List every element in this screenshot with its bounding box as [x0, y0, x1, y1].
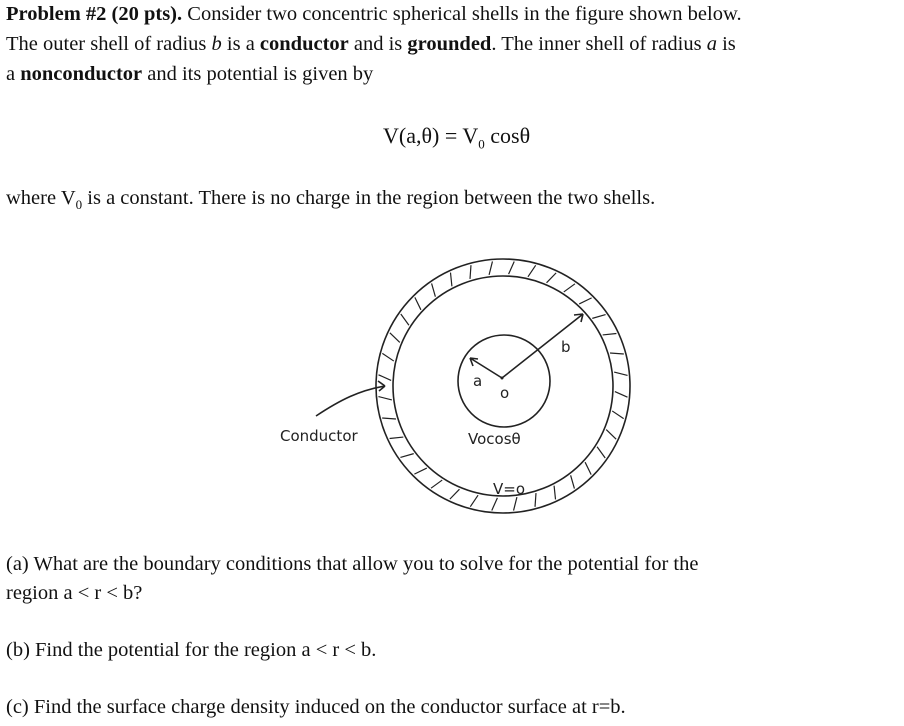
hatch-mark: [431, 480, 442, 488]
hatch-mark: [382, 353, 393, 361]
hatch-mark: [564, 284, 575, 292]
hatch-mark: [579, 298, 591, 304]
hatch-mark: [379, 375, 392, 381]
hatch-mark: [414, 468, 426, 474]
intro-line-3: a nonconductor and its potential is given by: [6, 63, 374, 85]
intro-line-1: Problem #2 (20 pts). Consider two concentric spherical shells in the figure shown below.: [6, 3, 742, 25]
hatch-mark: [470, 495, 478, 506]
radius-b-arrow: [502, 314, 583, 378]
hatch-mark: [509, 262, 515, 275]
question-c: (c) Find the surface charge density induced on the conductor surface at r=b.: [6, 696, 626, 718]
conductor-label: Conductor: [280, 427, 358, 445]
hatch-mark: [470, 265, 471, 279]
outer-potential-label: V=o: [493, 480, 526, 498]
inner-shell: [458, 335, 550, 427]
hatch-mark: [547, 273, 557, 283]
question-a-line-1: (a) What are the boundary conditions that allow you to solve for the potential for the: [6, 553, 699, 575]
hatch-mark: [450, 489, 460, 499]
where-line: where $V_0$ is a constant. There is no charge in the region between the two shells.: [6, 187, 656, 213]
intro-line-2: The outer shell of radius b is a conductor and is grounded. The inner shell of radius a is: [6, 33, 736, 55]
potential-equation: $V(a,\theta) = V_0$ cosθ: [383, 123, 531, 152]
hatch-mark: [528, 265, 536, 276]
hatch-mark: [378, 397, 391, 400]
question-a-line-2: region a < r < b?: [6, 582, 143, 604]
question-b: (b) Find the potential for the region a < r < b.: [6, 639, 377, 661]
hatch-mark: [597, 447, 605, 458]
hatch-mark: [382, 418, 396, 419]
hatch-mark: [603, 333, 617, 334]
problem-header: Problem #2 (20 pts).: [6, 3, 183, 25]
hatch-mark: [612, 411, 623, 419]
hatch-mark: [606, 430, 616, 440]
hatch-mark: [610, 353, 624, 354]
hatch-mark: [535, 493, 536, 507]
hatch-mark: [614, 372, 627, 375]
hatch-mark: [390, 333, 400, 343]
radius-b-label: b: [561, 338, 571, 356]
hatch-mark: [400, 454, 413, 458]
hatch-mark: [390, 437, 404, 438]
hatch-mark: [592, 315, 605, 319]
hatch-mark: [585, 462, 591, 474]
origin-label: o: [500, 384, 510, 402]
hatch-mark: [615, 392, 628, 398]
hatch-mark: [489, 261, 492, 274]
hatch-mark: [514, 497, 517, 510]
hatch-mark: [401, 314, 409, 325]
radius-a-label: a: [473, 372, 483, 390]
hatch-mark: [571, 475, 575, 488]
hatch-mark: [492, 498, 498, 511]
hatch-mark: [415, 297, 421, 309]
hatch-mark: [432, 283, 436, 296]
hatch-mark: [554, 486, 555, 500]
hatch-mark: [450, 273, 451, 287]
inner-potential-label: Vocosθ: [468, 430, 521, 448]
conductor-pointer-arrow: [316, 381, 385, 416]
